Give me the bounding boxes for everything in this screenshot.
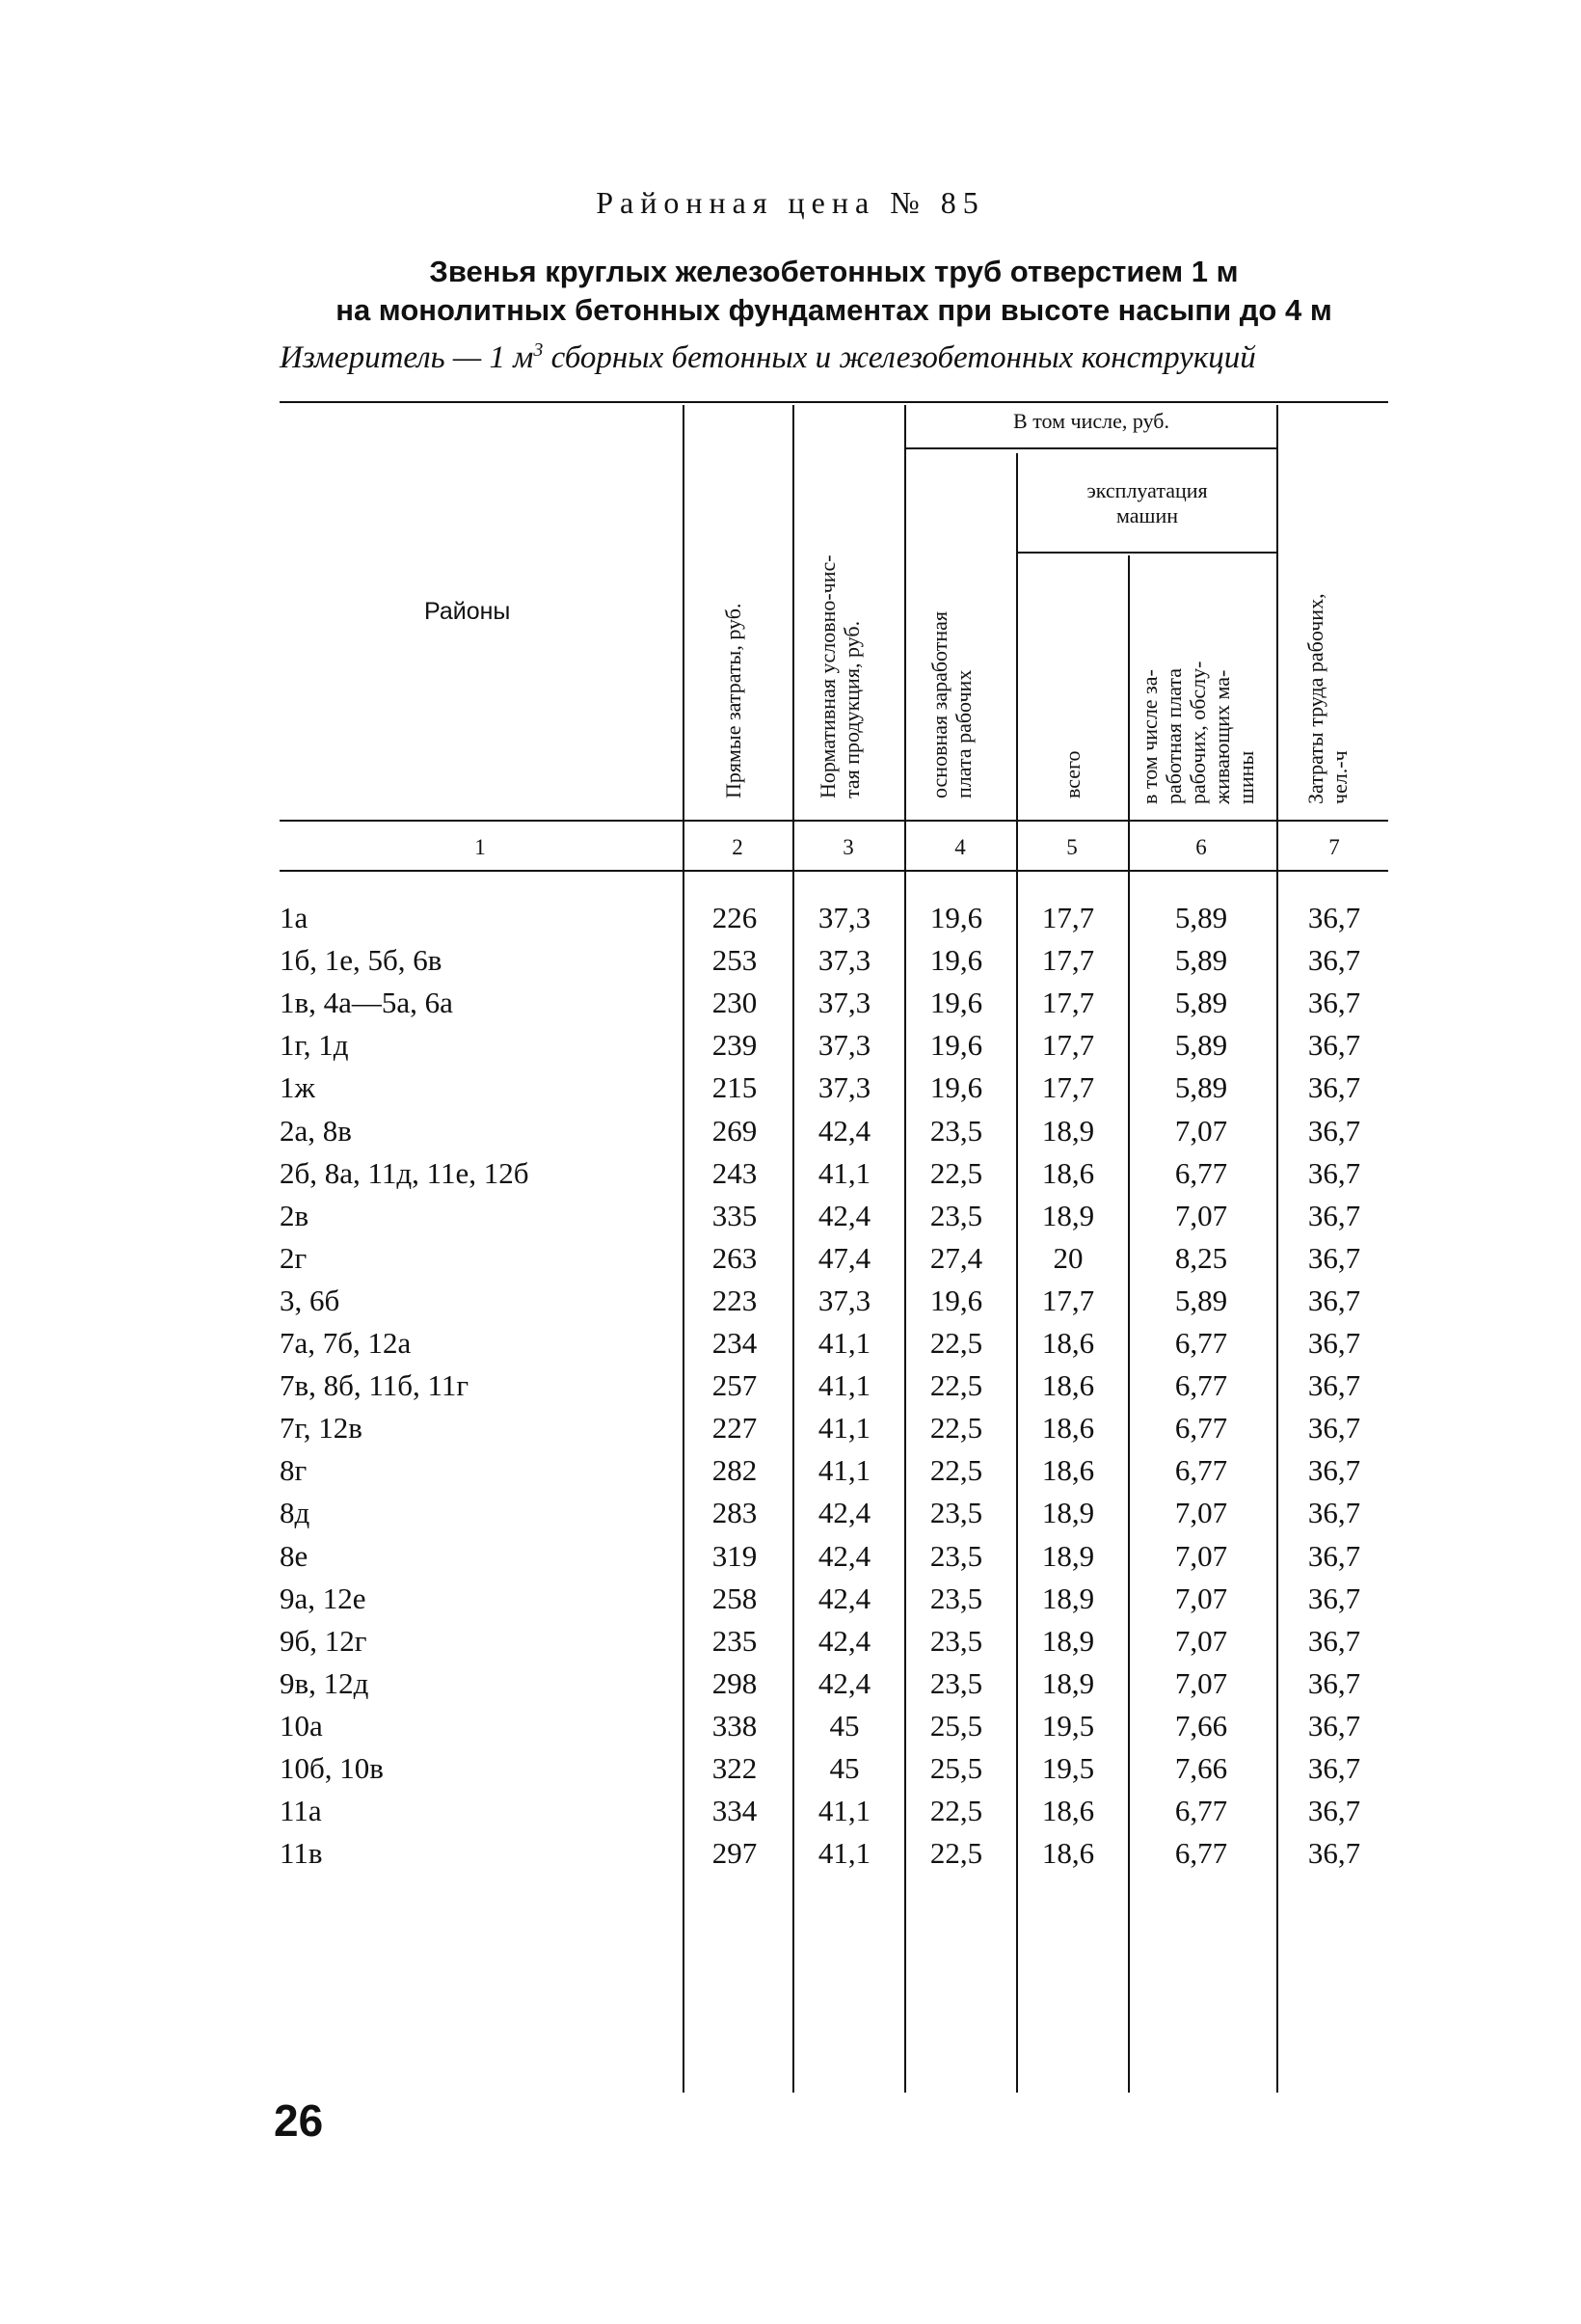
direct-costs-cell: 223 bbox=[711, 1283, 758, 1317]
table-row bbox=[0, 1368, 1581, 1411]
header-labor bbox=[1303, 593, 1352, 804]
region-cell: 9а, 12е bbox=[280, 1581, 366, 1615]
normative-cell: 41,1 bbox=[817, 1368, 871, 1403]
direct-costs-cell: 283 bbox=[711, 1496, 758, 1530]
header-direct-text: Прямые затраты, руб. bbox=[721, 603, 745, 798]
labor-cell: 36,7 bbox=[1307, 1283, 1361, 1317]
header-incl-wage-line4: живающих ма- bbox=[1210, 669, 1234, 804]
labor-cell: 36,7 bbox=[1307, 1326, 1361, 1360]
table-title-line-2: на монолитных бетонных фундаментах при высоте насыпи до 4 м bbox=[335, 293, 1332, 327]
labor-cell: 36,7 bbox=[1307, 1070, 1361, 1105]
header-labor-line2: чел.-ч bbox=[1327, 750, 1352, 804]
table-row bbox=[0, 1241, 1581, 1284]
wage-cell: 23,5 bbox=[929, 1198, 983, 1232]
direct-costs-cell: 230 bbox=[711, 986, 758, 1020]
labor-cell: 36,7 bbox=[1307, 1453, 1361, 1488]
region-cell: 2г bbox=[280, 1240, 308, 1275]
direct-costs-cell: 319 bbox=[711, 1538, 758, 1573]
normative-cell: 42,4 bbox=[817, 1623, 871, 1658]
region-cell: 11а bbox=[280, 1794, 322, 1828]
labor-cell: 36,7 bbox=[1307, 1240, 1361, 1275]
column-number: 2 bbox=[732, 835, 743, 859]
page-heading: Районная цена № 85 bbox=[596, 185, 985, 220]
labor-cell: 36,7 bbox=[1307, 1538, 1361, 1573]
normative-cell: 41,1 bbox=[817, 1836, 871, 1871]
direct-costs-cell: 334 bbox=[711, 1794, 758, 1828]
direct-costs-cell: 269 bbox=[711, 1113, 758, 1148]
wage-cell: 19,6 bbox=[929, 1028, 983, 1063]
column-number: 7 bbox=[1328, 835, 1340, 859]
labor-cell: 36,7 bbox=[1307, 1113, 1361, 1148]
machines-total-cell: 18,6 bbox=[1041, 1368, 1095, 1403]
wage-cell: 19,6 bbox=[929, 986, 983, 1020]
machines-wage-cell: 6,77 bbox=[1174, 1453, 1228, 1488]
column-number: 1 bbox=[474, 835, 486, 859]
machines-wage-cell: 7,07 bbox=[1174, 1581, 1228, 1615]
wage-cell: 23,5 bbox=[929, 1665, 983, 1700]
normative-cell: 41,1 bbox=[817, 1794, 871, 1828]
header-incl-wage-line5: шины bbox=[1234, 750, 1258, 804]
machines-wage-cell: 7,07 bbox=[1174, 1113, 1228, 1148]
machines-total-cell: 18,9 bbox=[1041, 1496, 1095, 1530]
machines-total-cell: 17,7 bbox=[1041, 1028, 1095, 1063]
table-row bbox=[0, 1199, 1581, 1241]
table-row bbox=[0, 986, 1581, 1028]
table-row bbox=[0, 1284, 1581, 1326]
wage-cell: 19,6 bbox=[929, 901, 983, 934]
machines-total-cell: 20 bbox=[1053, 1240, 1084, 1275]
region-cell: 10б, 10в bbox=[280, 1751, 384, 1785]
direct-costs-cell: 297 bbox=[711, 1836, 758, 1871]
column-number: 3 bbox=[843, 835, 854, 859]
direct-costs-cell: 322 bbox=[711, 1751, 758, 1785]
direct-costs-cell: 226 bbox=[711, 901, 758, 934]
labor-cell: 36,7 bbox=[1307, 1581, 1361, 1615]
wage-cell: 23,5 bbox=[929, 1623, 983, 1658]
machines-total-cell: 17,7 bbox=[1041, 1070, 1095, 1105]
machines-wage-cell: 5,89 bbox=[1174, 1070, 1228, 1105]
table-row bbox=[0, 1070, 1581, 1113]
header-regions: Районы bbox=[424, 598, 511, 625]
machines-total-cell: 18,6 bbox=[1041, 1155, 1095, 1190]
normative-cell: 41,1 bbox=[817, 1155, 871, 1190]
wage-cell: 25,5 bbox=[929, 1708, 983, 1743]
wage-cell: 22,5 bbox=[929, 1794, 983, 1828]
table-row bbox=[0, 1411, 1581, 1453]
labor-cell: 36,7 bbox=[1307, 1368, 1361, 1403]
direct-costs-cell: 258 bbox=[711, 1581, 758, 1615]
region-cell: 8д bbox=[280, 1496, 310, 1530]
header-machines-line2: машин bbox=[1115, 503, 1179, 527]
table-row bbox=[0, 1581, 1581, 1624]
normative-cell: 37,3 bbox=[817, 901, 871, 934]
machines-wage-cell: 6,77 bbox=[1174, 1836, 1228, 1871]
normative-cell: 42,4 bbox=[817, 1538, 871, 1573]
region-cell: 8г bbox=[280, 1453, 308, 1488]
direct-costs-cell: 257 bbox=[711, 1368, 758, 1403]
machines-total-cell: 18,6 bbox=[1041, 1794, 1095, 1828]
machines-total-cell: 18,9 bbox=[1041, 1581, 1095, 1615]
region-cell: 2а, 8в bbox=[280, 1113, 352, 1148]
normative-cell: 37,3 bbox=[817, 943, 871, 978]
direct-costs-cell: 282 bbox=[711, 1453, 758, 1488]
machines-rule bbox=[1018, 552, 1276, 554]
wage-cell: 23,5 bbox=[929, 1581, 983, 1615]
machines-total-cell: 17,7 bbox=[1041, 943, 1095, 978]
table-row bbox=[0, 1496, 1581, 1538]
normative-cell: 41,1 bbox=[817, 1411, 871, 1446]
table-row bbox=[0, 1028, 1581, 1070]
region-cell: 9б, 12г bbox=[280, 1623, 367, 1658]
page-number: 26 bbox=[274, 2095, 324, 2146]
header-incl-wage bbox=[1138, 662, 1258, 805]
direct-costs-cell: 243 bbox=[711, 1155, 758, 1190]
region-cell: 2б, 8а, 11д, 11е, 12б bbox=[280, 1155, 529, 1190]
header-including: В том числе, руб. bbox=[1013, 409, 1169, 433]
machines-total-cell: 18,6 bbox=[1041, 1411, 1095, 1446]
normative-cell: 37,3 bbox=[817, 1283, 871, 1317]
direct-costs-cell: 234 bbox=[711, 1326, 758, 1360]
machines-wage-cell: 7,07 bbox=[1174, 1665, 1228, 1700]
header-incl-wage-line3: рабочих, обслу- bbox=[1186, 661, 1210, 804]
header-incl-wage-line1: в том числе за- bbox=[1138, 669, 1162, 804]
region-cell: 10а bbox=[280, 1708, 323, 1743]
header-direct-costs bbox=[721, 604, 745, 798]
header-total-text: всего bbox=[1060, 750, 1085, 798]
region-cell: 1ж bbox=[280, 1070, 315, 1105]
machines-wage-cell: 7,66 bbox=[1174, 1708, 1228, 1743]
labor-cell: 36,7 bbox=[1307, 1496, 1361, 1530]
region-cell: 1а bbox=[280, 901, 308, 934]
machines-total-cell: 18,6 bbox=[1041, 1836, 1095, 1871]
normative-cell: 45 bbox=[829, 1751, 860, 1785]
machines-wage-cell: 8,25 bbox=[1174, 1240, 1228, 1275]
header-normative-line1: Нормативная условно-чис- bbox=[816, 554, 840, 798]
meter-suffix: сборных бетонных и железобетонных конструкций bbox=[543, 340, 1256, 375]
machines-wage-cell: 5,89 bbox=[1174, 1283, 1228, 1317]
normative-cell: 42,4 bbox=[817, 1581, 871, 1615]
header-normative-line2: тая продукция, руб. bbox=[840, 620, 864, 798]
machines-wage-cell: 7,07 bbox=[1174, 1623, 1228, 1658]
normative-cell: 42,4 bbox=[817, 1496, 871, 1530]
machines-wage-cell: 7,66 bbox=[1174, 1751, 1228, 1785]
region-cell: 1б, 1е, 5б, 6в bbox=[280, 943, 442, 978]
machines-wage-cell: 7,07 bbox=[1174, 1496, 1228, 1530]
labor-cell: 36,7 bbox=[1307, 1198, 1361, 1232]
normative-cell: 47,4 bbox=[817, 1240, 871, 1275]
normative-cell: 41,1 bbox=[817, 1453, 871, 1488]
normative-cell: 45 bbox=[829, 1708, 860, 1743]
machines-total-cell: 17,7 bbox=[1041, 901, 1095, 934]
labor-cell: 36,7 bbox=[1307, 1028, 1361, 1063]
table-row bbox=[0, 1751, 1581, 1794]
region-cell: 1г, 1д bbox=[280, 1028, 349, 1063]
labor-cell: 36,7 bbox=[1307, 1155, 1361, 1190]
header-total bbox=[1060, 750, 1085, 798]
machines-total-cell: 17,7 bbox=[1041, 1283, 1095, 1317]
meter-superscript: 3 bbox=[533, 339, 544, 361]
normative-cell: 42,4 bbox=[817, 1665, 871, 1700]
machines-total-cell: 17,7 bbox=[1041, 986, 1095, 1020]
wage-cell: 19,6 bbox=[929, 1070, 983, 1105]
region-cell: 8е bbox=[280, 1538, 308, 1573]
labor-cell: 36,7 bbox=[1307, 1411, 1361, 1446]
table-row bbox=[0, 1326, 1581, 1368]
table-row bbox=[0, 1539, 1581, 1581]
machines-total-cell: 18,9 bbox=[1041, 1198, 1095, 1232]
machines-total-cell: 18,9 bbox=[1041, 1538, 1095, 1573]
wage-cell: 23,5 bbox=[929, 1496, 983, 1530]
labor-cell: 36,7 bbox=[1307, 1836, 1361, 1871]
direct-costs-cell: 335 bbox=[711, 1198, 758, 1232]
region-cell: 7г, 12в bbox=[280, 1411, 362, 1446]
region-cell: 3, 6б bbox=[280, 1283, 340, 1317]
labor-cell: 36,7 bbox=[1307, 1751, 1361, 1785]
normative-cell: 37,3 bbox=[817, 1028, 871, 1063]
header-wage-line2: плата рабочих bbox=[951, 669, 976, 798]
table-row bbox=[0, 1666, 1581, 1709]
header-normative bbox=[816, 554, 864, 798]
machines-wage-cell: 7,07 bbox=[1174, 1198, 1228, 1232]
header-incl-wage-line2: работная плата bbox=[1162, 667, 1186, 804]
labor-cell: 36,7 bbox=[1307, 1623, 1361, 1658]
colnum-bottom-rule bbox=[280, 870, 1388, 872]
region-cell: 2в bbox=[280, 1198, 309, 1232]
labor-cell: 36,7 bbox=[1307, 943, 1361, 978]
table-row bbox=[0, 1709, 1581, 1751]
header-labor-line1: Затраты труда рабочих, bbox=[1303, 593, 1327, 804]
direct-costs-cell: 235 bbox=[711, 1623, 758, 1658]
direct-costs-cell: 263 bbox=[711, 1240, 758, 1275]
direct-costs-cell: 227 bbox=[711, 1411, 758, 1446]
meter-prefix: Измеритель — 1 м bbox=[280, 340, 534, 375]
machines-wage-cell: 6,77 bbox=[1174, 1368, 1228, 1403]
machines-wage-cell: 5,89 bbox=[1174, 901, 1228, 934]
header-bottom-rule bbox=[280, 820, 1388, 822]
machines-wage-cell: 6,77 bbox=[1174, 1411, 1228, 1446]
machines-total-cell: 18,9 bbox=[1041, 1665, 1095, 1700]
header-wage-line1: основная заработная bbox=[927, 610, 951, 798]
machines-total-cell: 18,6 bbox=[1041, 1453, 1095, 1488]
normative-cell: 37,3 bbox=[817, 1070, 871, 1105]
direct-costs-cell: 215 bbox=[711, 1070, 758, 1105]
column-number: 5 bbox=[1066, 835, 1078, 859]
header-wage bbox=[927, 611, 976, 798]
column-number: 6 bbox=[1195, 835, 1207, 859]
header-machines-line1: эксплуатация bbox=[1086, 478, 1208, 502]
machines-wage-cell: 7,07 bbox=[1174, 1538, 1228, 1573]
machines-wage-cell: 6,77 bbox=[1174, 1155, 1228, 1190]
machines-wage-cell: 5,89 bbox=[1174, 943, 1228, 978]
wage-cell: 25,5 bbox=[929, 1751, 983, 1785]
wage-cell: 27,4 bbox=[929, 1240, 983, 1275]
direct-costs-cell: 338 bbox=[711, 1708, 758, 1743]
machines-total-cell: 19,5 bbox=[1041, 1708, 1095, 1743]
wage-cell: 22,5 bbox=[929, 1326, 983, 1360]
direct-costs-cell: 298 bbox=[711, 1665, 758, 1700]
table-row bbox=[0, 1794, 1581, 1836]
wage-cell: 22,5 bbox=[929, 1368, 983, 1403]
machines-wage-cell: 5,89 bbox=[1174, 1028, 1228, 1063]
direct-costs-cell: 239 bbox=[711, 1028, 758, 1063]
normative-cell: 42,4 bbox=[817, 1113, 871, 1148]
table-row bbox=[0, 943, 1581, 986]
table-top-rule bbox=[280, 401, 1388, 403]
table-row bbox=[0, 1156, 1581, 1199]
wage-cell: 22,5 bbox=[929, 1836, 983, 1871]
region-cell: 7а, 7б, 12а bbox=[280, 1326, 412, 1360]
machines-total-cell: 18,9 bbox=[1041, 1113, 1095, 1148]
table-row bbox=[0, 901, 1581, 943]
including-rule bbox=[906, 447, 1276, 449]
wage-cell: 19,6 bbox=[929, 943, 983, 978]
wage-cell: 23,5 bbox=[929, 1113, 983, 1148]
table-title-line-1: Звенья круглых железобетонных труб отверстием 1 м bbox=[429, 255, 1239, 288]
region-cell: 11в bbox=[280, 1836, 323, 1871]
wage-cell: 22,5 bbox=[929, 1155, 983, 1190]
labor-cell: 36,7 bbox=[1307, 901, 1361, 934]
table-row bbox=[0, 1624, 1581, 1666]
machines-wage-cell: 6,77 bbox=[1174, 1326, 1228, 1360]
region-cell: 7в, 8б, 11б, 11г bbox=[280, 1368, 469, 1403]
region-cell: 1в, 4а—5а, 6а bbox=[280, 986, 453, 1020]
labor-cell: 36,7 bbox=[1307, 986, 1361, 1020]
table-row bbox=[0, 1836, 1581, 1878]
table-row bbox=[0, 1453, 1581, 1496]
wage-cell: 22,5 bbox=[929, 1411, 983, 1446]
wage-cell: 19,6 bbox=[929, 1283, 983, 1317]
labor-cell: 36,7 bbox=[1307, 1708, 1361, 1743]
machines-total-cell: 19,5 bbox=[1041, 1751, 1095, 1785]
normative-cell: 42,4 bbox=[817, 1198, 871, 1232]
wage-cell: 22,5 bbox=[929, 1453, 983, 1488]
measurement-unit bbox=[280, 339, 1388, 376]
labor-cell: 36,7 bbox=[1307, 1665, 1361, 1700]
direct-costs-cell: 253 bbox=[711, 943, 758, 978]
column-number: 4 bbox=[954, 835, 966, 859]
normative-cell: 37,3 bbox=[817, 986, 871, 1020]
labor-cell: 36,7 bbox=[1307, 1794, 1361, 1828]
region-cell: 9в, 12д bbox=[280, 1665, 369, 1700]
machines-wage-cell: 5,89 bbox=[1174, 986, 1228, 1020]
machines-total-cell: 18,9 bbox=[1041, 1623, 1095, 1658]
normative-cell: 41,1 bbox=[817, 1326, 871, 1360]
machines-total-cell: 18,6 bbox=[1041, 1326, 1095, 1360]
machines-wage-cell: 6,77 bbox=[1174, 1794, 1228, 1828]
table-row bbox=[0, 1114, 1581, 1156]
wage-cell: 23,5 bbox=[929, 1538, 983, 1573]
